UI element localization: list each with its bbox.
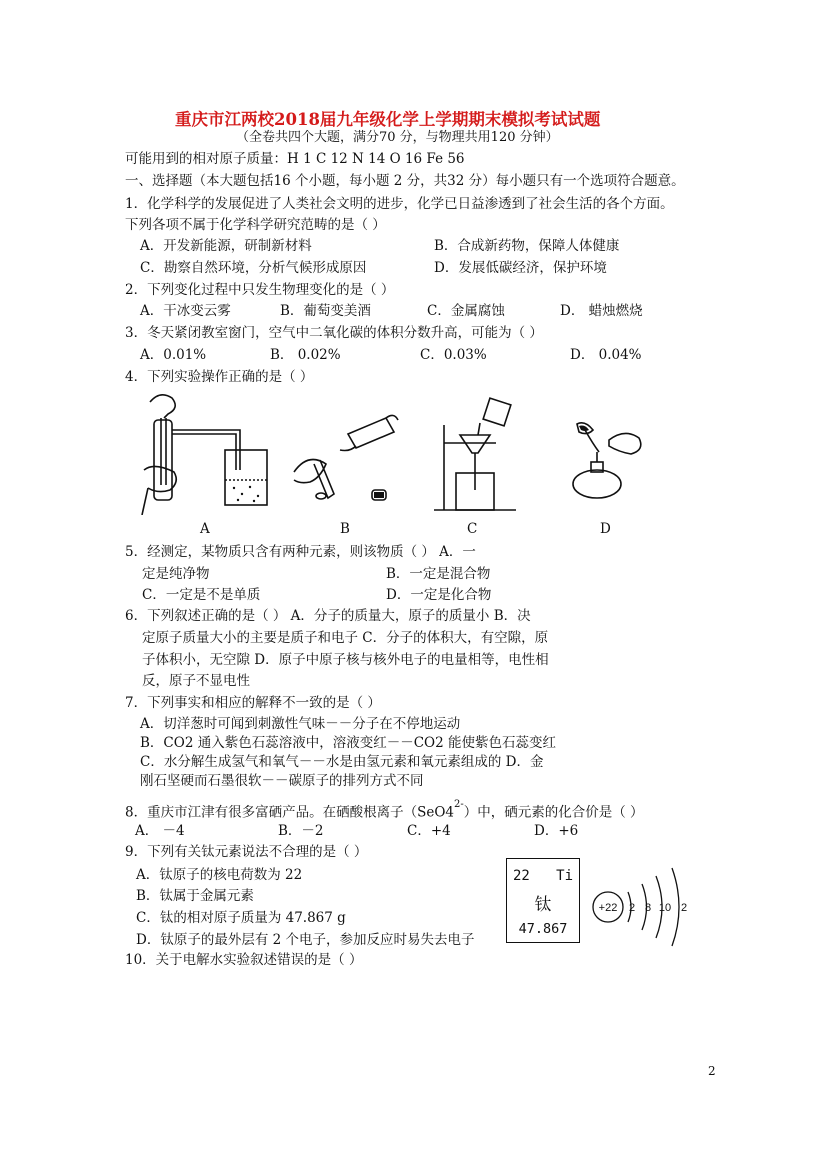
element-card-symbol: Ti <box>556 868 573 884</box>
q6-line3: 子体积小，无空隙 D．原子中原子核与核外电子的电量相等，电性相 <box>142 652 549 668</box>
q1-stem-line2: 下列各项不属于化学科学研究范畴的是（ ） <box>125 217 386 233</box>
q5-option-d: D．一定是化合物 <box>386 587 492 603</box>
q1-stem-line1: 1．化学科学的发展促进了人类社会文明的进步，化学已日益渗透到了社会生活的各个方面。 <box>125 196 674 212</box>
q7-option-a: A．切洋葱时可闻到刺激性气味－－分子在不停地运动 <box>140 716 461 732</box>
q1-option-c: C．勘察自然环境，分析气候形成原因 <box>140 260 367 276</box>
figure-label-a: A <box>200 521 210 537</box>
q2-option-d: D． 蜡烛燃烧 <box>560 303 643 319</box>
q3-stem: 3．冬天紧闭教室窗门，空气中二氧化碳的体积分数升高，可能为（ ） <box>125 325 543 341</box>
q6-line4: 反，原子不显电性 <box>142 673 250 689</box>
q5-line1: 5．经测定，某物质只含有两种元素，则该物质（ ） A．一 <box>125 544 476 560</box>
q8-stem-post: ）中，硒元素的化合价是（ ） <box>463 804 644 821</box>
q1-option-a: A．开发新能源，研制新材料 <box>140 238 312 254</box>
q2-option-a: A．干冰变云雾 <box>140 303 231 319</box>
element-card-mass: 47.867 <box>518 921 568 937</box>
atom-structure-diagram <box>588 862 698 952</box>
page-subtitle: （全卷共四个大题，满分70 分，与物理共用120 分钟） <box>236 130 559 145</box>
q2-stem: 2．下列变化过程中只发生物理变化的是（ ） <box>125 282 395 298</box>
q8-stem-superscript: 2- <box>453 799 464 810</box>
atomic-masses: 可能用到的相对原子质量：H 1 C 12 N 14 O 16 Fe 56 <box>125 151 465 167</box>
q3-option-d: D． 0.04% <box>570 347 642 363</box>
q2-option-c: C．金属腐蚀 <box>427 303 505 319</box>
q5-option-b: B．一定是混合物 <box>386 566 491 582</box>
figure-b-pouring <box>290 412 400 512</box>
q9-option-c: C．钛的相对原子质量为 47.867 g <box>136 910 346 926</box>
q2-option-b: B．葡萄变美酒 <box>280 303 371 319</box>
atom-shell-2: 8 <box>644 902 652 914</box>
figure-label-b: B <box>340 521 350 537</box>
q6-line2: 定原子质量大小的主要是质子和电子 C．分子的体积大，有空隙，原 <box>142 630 549 646</box>
atom-nucleus-charge: +22 <box>598 902 618 914</box>
atom-shell-4: 2 <box>680 902 688 914</box>
figure-label-c: C <box>467 521 478 537</box>
figure-a-apparatus <box>140 390 270 515</box>
page-title: 重庆市江两校2018届九年级化学上学期期末模拟考试试题 <box>175 110 601 129</box>
q8-stem <box>125 800 644 822</box>
q7-option-c: C．水分解生成氢气和氧气－－水是由氢元素和氧元素组成的 D．金 <box>140 754 544 770</box>
atom-shell-1: 2 <box>628 902 636 914</box>
q8-option-c: C．+4 <box>407 823 451 839</box>
figure-label-d: D <box>600 521 611 537</box>
atom-shell-3: 10 <box>658 902 672 914</box>
q9-option-d: D．钛原子的最外层有 2 个电子，参加反应时易失去电子 <box>136 932 475 948</box>
q7-stem: 7．下列事实和相应的解释不一致的是（ ） <box>125 695 381 711</box>
q3-option-a: A．0.01% <box>140 347 207 363</box>
figure-d-alcohol-lamp <box>565 418 655 508</box>
q1-option-b: B．合成新药物，保障人体健康 <box>434 238 620 254</box>
q9-stem: 9．下列有关钛元素说法不合理的是（ ） <box>125 844 368 860</box>
q8-option-b: B．－2 <box>278 823 324 839</box>
q3-option-c: C．0.03% <box>420 347 487 363</box>
element-card-titanium <box>506 858 580 943</box>
page-number: 2 <box>708 1064 716 1078</box>
q8-option-d: D．+6 <box>534 823 579 839</box>
q9-option-a: A．钛原子的核电荷数为 22 <box>136 867 303 883</box>
q9-option-b: B．钛属于金属元素 <box>136 888 254 904</box>
element-card-name: 钛 <box>534 895 552 915</box>
q1-option-d: D．发展低碳经济，保护环境 <box>434 260 607 276</box>
q5-option-a-cont: 定是纯净物 <box>142 566 210 582</box>
q10-stem: 10．关于电解水实验叙述错误的是（ ） <box>125 952 363 968</box>
q8-stem-pre: 8．重庆市江津有很多富硒产品。在硒酸根离子（SeO4 <box>125 804 454 821</box>
q5-option-c: C．一定是不是单质 <box>142 587 261 603</box>
q6-line1: 6．下列叙述正确的是（ ） A．分子的质量大，原子的质量小 B．决 <box>125 608 531 624</box>
q3-option-b: B． 0.02% <box>270 347 341 363</box>
q4-stem: 4．下列实验操作正确的是（ ） <box>125 369 314 385</box>
q8-option-a: A． －4 <box>135 823 185 839</box>
section-intro: 一、选择题（本大题包括16 个小题，每小题 2 分，共32 分）每小题只有一个选项符合题意。 <box>125 173 685 189</box>
element-card-number: 22 <box>513 868 530 884</box>
figure-c-filtration <box>430 395 520 515</box>
q7-option-c-cont: 刚石坚硬而石墨很软－－碳原子的排列方式不同 <box>140 773 424 789</box>
q7-option-b: B．CO2 通入紫色石蕊溶液中，溶液变红－－CO2 能使紫色石蕊变红 <box>140 735 556 751</box>
